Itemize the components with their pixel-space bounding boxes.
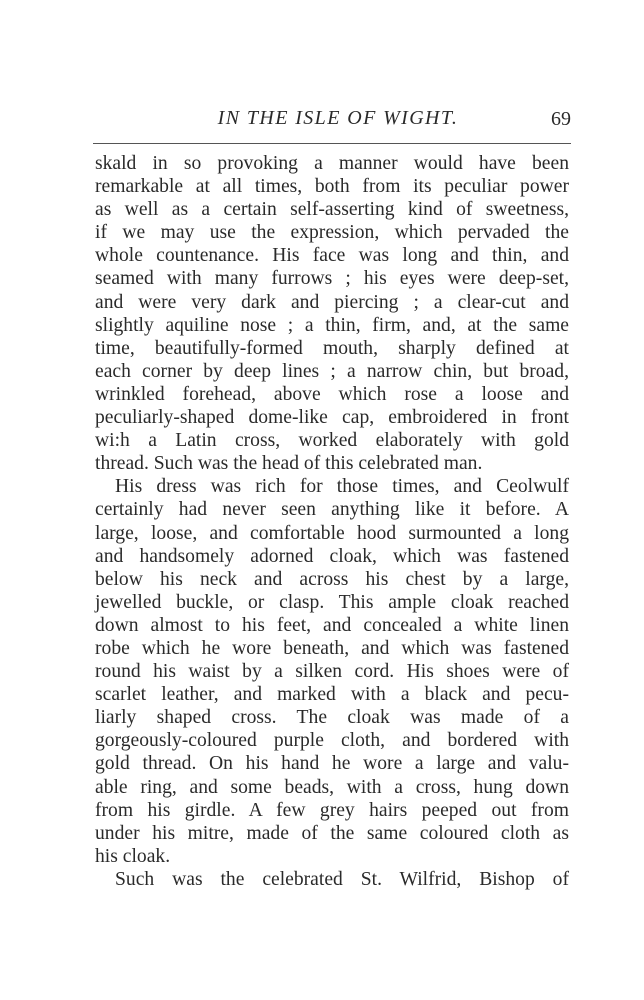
text-line: skald in so provoking a manner would have been <box>95 153 569 174</box>
text-line: wi:h a Latin cross, worked elaborately with gold <box>95 430 569 452</box>
text-line: scarlet leather, and marked with a black and pecu- <box>95 684 569 706</box>
text-line: slightly aquiline nose ; a thin, firm, and, at the same <box>95 314 569 336</box>
text-line: peculiarly-shaped dome-like cap, embroidered in front <box>95 407 569 429</box>
text-line: able ring, and some beads, with a cross, hung down <box>95 776 569 798</box>
text-line: below his neck and across his chest by a large, <box>95 568 569 590</box>
body-text <box>95 152 569 891</box>
text-line: gold thread. On his hand he wore a large and valu- <box>95 753 569 775</box>
text-line: Such was the celebrated St. Wilfrid, Bishop of <box>115 868 569 890</box>
text-line: gorgeously-coloured purple cloth, and bordered with <box>95 730 569 752</box>
text-line: as well as a certain self-asserting kind of sweetness, <box>95 199 569 221</box>
text-line: time, beautifully-formed mouth, sharply defined at <box>95 337 569 359</box>
text-line: and handsomely adorned cloak, which was fastened <box>95 545 569 567</box>
text-line: under his mitre, made of the same coloured cloth as <box>95 822 569 844</box>
text-line: down almost to his feet, and concealed a white linen <box>95 614 569 636</box>
text-line: robe which he wore beneath, and which was fastened <box>95 637 569 659</box>
text-line: each corner by deep lines ; a narrow chin, but broad, <box>95 360 569 382</box>
text-line: wrinkled forehead, above which rose a loose and <box>95 383 569 405</box>
text-line: certainly had never seen anything like it before. A <box>95 499 569 521</box>
text-line: seamed with many furrows ; his eyes were deep-set, <box>95 268 569 290</box>
text-line: if we may use the expression, which pervaded the <box>95 222 569 244</box>
text-line: liarly shaped cross. The cloak was made of a <box>95 707 569 729</box>
text-line: and were very dark and piercing ; a clear-cut and <box>95 291 569 313</box>
text-line: from his girdle. A few grey hairs peeped out from <box>95 799 569 821</box>
text-line: round his waist by a silken cord. His shoes were of <box>95 661 569 683</box>
text-line: remarkable at all times, both from its peculiar power <box>95 176 569 198</box>
header-rule <box>93 143 571 144</box>
text-line: thread. Such was the head of this celebrated man. <box>95 453 483 475</box>
text-line: his cloak. <box>95 845 171 867</box>
text-line: jewelled buckle, or clasp. This ample cloak reached <box>95 591 569 613</box>
text-line: His dress was rich for those times, and Ceolwulf <box>115 476 569 498</box>
text-line: whole countenance. His face was long and thin, and <box>95 245 569 267</box>
running-head <box>93 107 571 137</box>
text-line: large, loose, and comfortable hood surmounted a long <box>95 522 569 544</box>
running-title: IN THE ISLE OF WIGHT. <box>217 107 459 129</box>
page-number: 69 <box>551 108 571 130</box>
